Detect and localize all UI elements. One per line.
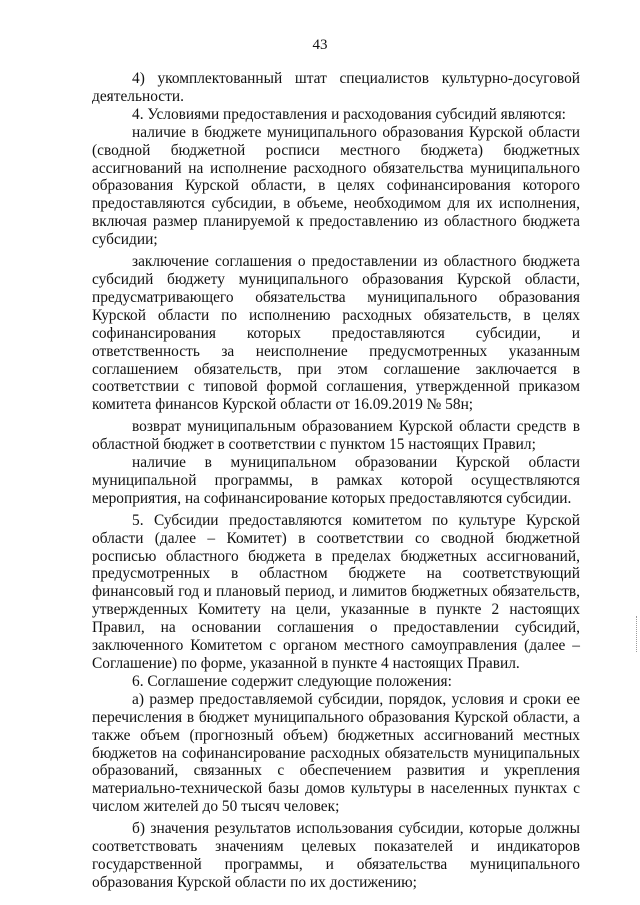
document-body xyxy=(92,70,580,892)
paragraph-staff: 4) укомплектованный штат специалистов культурно-досуговой деятельности. xyxy=(92,70,580,105)
paragraph-funds-return: возврат муниципальным образованием Курской области средств в областной бюджет в соответствии с пунктом 15 настоящих Правил; xyxy=(92,418,580,454)
paragraph-municipal-program: наличие в муниципальном образовании Курской области муниципальной программы, в рамках которой осуществляются мероприятия, на софинансирование которых предоставляются субсидии. xyxy=(92,454,580,507)
paragraph-subsidy-provision: 5. Субсидии предоставляются комитетом по культуре Курской области (далее – Комитет) в соответствии со сводной бюджетной росписью областного бюджета в пределах бюджетных ассигнований, предусмотренных в областном бюджете на соответствующий финансовый год и плановый период, и лимитов бюджетных обязательств, утвержденных Комитету на цели, указанные в пункте 2 настоящих Правил, на основании соглашения о предоставлении субсидий, заключенного Комитетом с органом местного самоуправления (далее – Соглашение) по форме, указанной в пункте 4 настоящих Правил. xyxy=(92,511,580,672)
paragraph-conditions-heading: 4. Условиями предоставления и расходования субсидий являются: xyxy=(132,105,566,123)
paragraph-agreement-contents: 6. Соглашение содержит следующие положения: xyxy=(132,672,452,690)
page-number: 43 xyxy=(312,37,328,53)
paragraph-budget-availability: наличие в бюджете муниципального образования Курской области (сводной бюджетной росписи местного бюджета) бюджетных ассигнований на исполнение расходного обязательства муниципального образования Курской области, в целях софинансирования которого предоставляются субсидии, в объеме, необходимом для их исполнения, включая размер планируемой к предоставлению из областного бюджета субсидии; xyxy=(92,123,580,249)
scan-edge-mark xyxy=(636,616,638,652)
paragraph-item-a: а) размер предоставляемой субсидии, порядок, условия и сроки ее перечисления в бюджет муниципального образования Курской области, а также объем (прогнозный объем) бюджетных ассигнований местных бюджетов на софинансирование расходных обязательств муниципальных образований, связанных с обеспечением развития и укрепления материально-технической базы домов культуры в населенных пунктах с числом жителей до 50 тысяч человек; xyxy=(92,690,580,816)
paragraph-agreement-conclusion: заключение соглашения о предоставлении из областного бюджета субсидий бюджету муниципального образования Курской области, предусматривающего обязательства муниципального образования Курской области по исполнению расходных обязательств, в целях софинансирования которых предоставляются субсидии, и ответственность за неисполнение предусмотренных указанным соглашением обязательств, при этом соглашение заключается в соответствии с типовой формой соглашения, утвержденной приказом комитета финансов Курской области от 16.09.2019 № 58н; xyxy=(92,253,580,414)
paragraph-item-b: б) значения результатов использования субсидии, которые должны соответствовать значениям целевых показателей и индикаторов государственной программы, и обязательства муниципального образования Курской области по их достижению; xyxy=(92,820,580,891)
